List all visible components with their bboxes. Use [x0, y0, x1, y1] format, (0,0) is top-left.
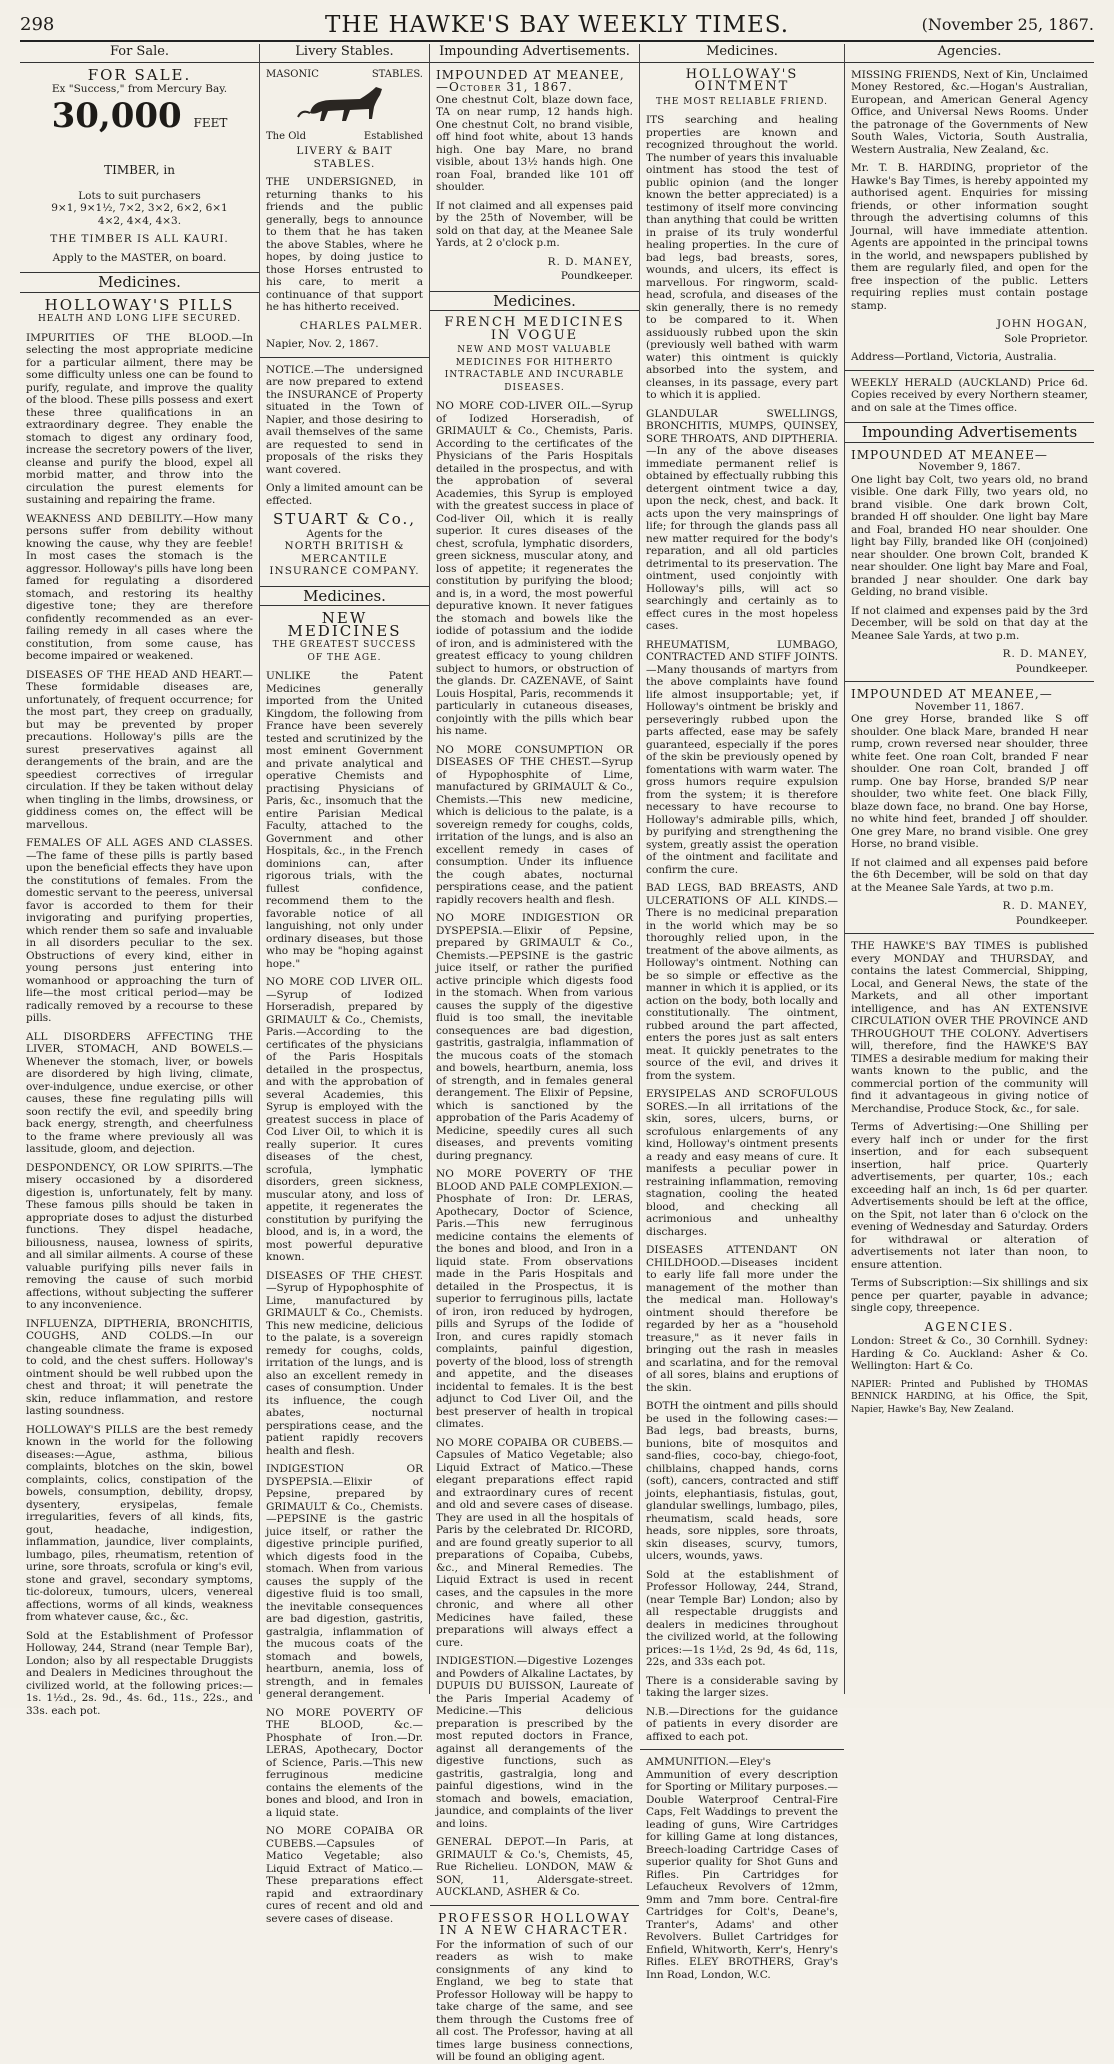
- section-impounding: Impounding Advertisements: [845, 422, 1094, 443]
- article-paragraph: NOTICE.—The undersigned are now prepared to extend the INSURANCE of Property situated in the Town of Napier, and those desiring to avail themselves of the same are requested to send in proposals of the risks they want covered.: [266, 363, 423, 476]
- column-heading: Impounding Advertisements.: [430, 44, 639, 63]
- timber-quantity: [26, 96, 253, 190]
- article-paragraph: INDIGESTION.—Digestive Lozenges and Powders of Alkaline Lactates, by DUPUIS DU BUISSON, Laureate of the Paris Imperial Academy of Medicine.—This delicious preparation is prescribed by the most reputed doctors in France, against all derangements of the digestive functions, such as gastritis, gastralgia, long and painful digestions, wind in the stomach and bowels, emaciation, jaundice, and complaints of the liver and loins.: [436, 1655, 633, 1830]
- article-paragraph: UNLIKE the Patent Medicines generally imported from the United Kingdom, the following from France have been severely tested and scrutinized by the most eminent Government and private analytical and operative Chemists and practising Physicians of Paris, &c., insomuch that the entire Parisian Medical Faculty, attached to the Government and other Hospitals, &c., in the French dominions can, after rigorous trials, with the fullest confidence, recommend them to the favorable notice of all languishing, not only under ordinary diseases, but those who may be "hoping against hope.": [266, 670, 423, 970]
- article-paragraph: Sold at the establishment of Professor Holloway, 244, Strand, (near Temple Bar) London; also by all respectable druggists and dealers in medicines throughout the civilized world, at the following prices:—1s 1½d, 2s 9d, 4s 6d, 11s, 22s, and 33s each pot.: [646, 1568, 838, 1668]
- divider: [845, 933, 1094, 934]
- article-paragraph: There is a considerable saving by taking the larger sizes.: [646, 1674, 838, 1699]
- article-paragraph: INDIGESTION OR DYSPEPSIA.—Elixir of Pepsine, prepared by GRIMAULT & Co., Chemists.—PEPSINE is the gastric juice itself, or rather the digestive principle purified, which digests food in the stomach. When from various causes the supply of the digestive fluid is too small, the inevitable consequences are bad digestion, gastritis, gastralgia, inflammation of the mucous coats of the stomach and bowels, heartburn, anemia, loss of strength, and in females general derangement.: [266, 1463, 423, 1700]
- impound-body: One chestnut Colt, blaze down face, TA on near rump, 12 hands high. One chestnut Colt, no brand visible, off hind foot white, about 13 hands high. One bay Mare, no brand visible, about 13½ hands high. One roan Foal, branded like 101 off shoulder.: [436, 93, 633, 193]
- apply-note: Apply to the MASTER, on board.: [52, 251, 227, 264]
- impound-body: One light bay Colt, two years old, no brand visible. One dark Filly, two years old, no brand visible. One dark brown Colt, branded H off shoulder. One light bay Mare and Foal, branded HO near shoulder. One light bay Filly, branded like OH (conjoined) near shoulder. One brown Colt, branded K near shoulder. One light bay Mare and Foal, branded J near shoulder. One dark bay Gelding, no brand visible.: [851, 473, 1088, 598]
- article-paragraph: RHEUMATISM, LUMBAGO, CONTRACTED AND STIFF JOINTS.—Many thousands of martyrs from the above complaints have found life almost insupportable; yet, if Holloway's ointment be briskly and perseveringly rubbed upon the parts affected, ease may be safely guaranteed, especially if the pores of the skin be previously opened by fomentations with warm water. The gross humors require expulsion from the system; it is therefore necessary to have recourse to Holloway's admirable pills, which, by purifying and strengthening the system, greatly assist the operation of the ointment and facilitate and confirm the cure.: [646, 638, 838, 876]
- section-medicines: Medicines.: [430, 291, 639, 312]
- article-paragraph: N.B.—Directions for the guidance of patients in every disorder are affixed to each pot.: [646, 1705, 838, 1743]
- article-paragraph: DESPONDENCY, OR LOW SPIRITS.—The misery occasioned by a disordered digestion is, unfortunately, felt by many. These famous pills should be taken in appropriate doses to adjust the disturbed functions. They dispel headache, biliousness, nausea, lowness of spirits, and all similar ailments. A course of these valuable purifying pills never fails in removing the cause of such morbid affections, without subjecting the sufferer to any inconvenience.: [26, 1161, 253, 1311]
- holloway-pills-subtitle: HEALTH AND LONG LIFE SECURED.: [37, 314, 242, 324]
- impound-title: IMPOUNDED AT MEANEE,—: [851, 687, 1053, 701]
- article-paragraph: NO MORE CONSUMPTION OR DISEASES OF THE CHEST.—Syrup of Hypophosphite of Lime, manufactured by GRIMAULT & Co., Chemists.—This new medicine, which is delicious to the palate, is a sovereign remedy for coughs, colds, irritation of the lungs, and is also an excellent remedy in cases of consumption. Under its influence the cough abates, nocturnal perspirations cease, and the patient rapidly recovers health and flesh.: [436, 743, 633, 906]
- column-heading: Agencies.: [845, 44, 1094, 63]
- article-paragraph: ERYSIPELAS AND SCROFULOUS SORES.—In all irritations of the skin, sores, ulcers, burns, or scrofulous enlargements of any kind, Holloway's ointment presents a ready and easy means of cure. It manifests a peculiar power in restraining inflammation, removing stagnation, cooling the heated blood, and checking all acrimonious and unhealthy discharges.: [646, 1088, 838, 1238]
- signature-role: Poundkeeper.: [1015, 914, 1088, 927]
- horse-icon: [290, 83, 400, 125]
- french-medicines-subtitle: NEW AND MOST VALUABLE MEDICINES FOR HITHERTO INTRACTABLE AND INCURABLE DISEASES.: [444, 345, 625, 393]
- article-paragraph: GLANDULAR SWELLINGS, BRONCHITIS, MUMPS, QUINSEY, SORE THROATS, AND DIPTHERIA.—In any of the above diseases immediate permanent relief is obtained by effectually rubbing this detergent ointment twice a day, upon the neck, chest, and back. It acts upon the very mainsprings of life; for through the glands pass all new matter required for the body's reparation, and all old particles detrimental to its preservation. The ointment, used conjointly with Holloway's pills, will act so searchingly and certainly as to effect cures in the most hopeless cases.: [646, 407, 838, 632]
- article-paragraph: NO MORE COD-LIVER OIL.—Syrup of Iodized Horseradish, of GRIMAULT & Co., Chemists, Paris. According to the certificates of the Physicians of the Paris Hospitals detailed in the prospectus, and with the approbation of several Academies, this Syrup is employed with the greatest success in place of Cod-liver Oil, which it is really superior. It cures diseases of the chest, scrofula, lymphatic disorders, green sickness, muscular atony, and loss of appetite; it regenerates the constitution by purifying the blood; and is, in a word, the most powerful depurative known. It never fatigues the stomach and bowels like the iodide of potassium and the iodide of iron, and is administered with the greatest efficacy to young children subject to humors, or obstruction of the glands. Dr. CAZENAVE, of Saint Louis Hospital, Paris, recommends it particularly in cutaneous diseases, conjointly with the pills which bear his name.: [436, 400, 633, 737]
- column-heading: Medicines.: [640, 44, 844, 63]
- article-paragraph: HOLLOWAY'S PILLS are the best remedy known in the world for the following diseases:—Ague, asthma, bilious complaints, blotches on the skin, bowel complaints, colics, constipation of the bowels, consumption, debility, dropsy, dysentery, erysipelas, female irregularities, fevers of all kinds, fits, gout, headache, indigestion, inflammation, jaundice, liver complaints, lumbago, piles, rheumatism, retention of urine, sore throats, scrofula or king's evil, stone and gravel, secondary symptoms, tic-doloreux, tumours, ulcers, venereal affections, worms of all kinds, weakness from whatever cause, &c., &c.: [26, 1423, 253, 1623]
- horse-illustration: [266, 83, 423, 129]
- impound-notice: If not claimed and all expenses paid by the 25th of November, will be sold on that day, at the Meanee Sale Yards, at 2 o'clock p.m.: [436, 199, 633, 249]
- newspaper-title: THE HAWKE'S BAY WEEKLY TIMES.: [324, 12, 790, 38]
- divider: [845, 681, 1094, 682]
- french-medicines-title: FRENCH MEDICINES IN VOGUE: [444, 315, 625, 343]
- timber-sizes-1: 9×1, 9×1½, 7×2, 3×2, 6×2, 6×1: [51, 202, 228, 214]
- article-paragraph: NO MORE POVERTY OF THE BLOOD AND PALE COMPLEXION.—Phosphate of Iron: Dr. LERAS, Apothecary, Doctor of Science, Paris.—This new ferruginous medicine contains the elements of the bones and blood, and Iron in a liquid state. From observations made in the Paris Hospitals and detailed in the Prospectus, it is superior to ferruginous pills, lactate of iron, iron reduced by hydrogen, pills and Syrups of the Iodide of Iron, and cures rapidly stomach complaints, painful digestion, poverty of the blood, loss of strength and appetite, and the diseases incidental to females. It is the best adjunct to Cod Liver Oil, and the best preserver of health in tropical climates.: [436, 1168, 633, 1430]
- article-paragraph: DISEASES OF THE CHEST.—Syrup of Hypophosphite of Lime, manufactured by GRIMAULT & Co., Chemists. This new medicine, delicious to the palate, is a sovereign remedy for coughs, colds, irritation of the lungs, and is also an excellent remedy in cases of consumption. Under its influence, the cough abates, nocturnal perspirations cease, and the patient rapidly recovers health and flesh.: [266, 1269, 423, 1457]
- timber-number: 30,000: [51, 95, 182, 136]
- timber-unit: FEET TIMBER, in: [104, 115, 228, 177]
- agencies-title: AGENCIES.: [924, 1319, 1015, 1334]
- established-label: Established: [363, 130, 423, 142]
- divider: [260, 357, 429, 358]
- impound-notice: If not claimed and expenses paid by the 3rd December, will be sold on that day at the Meanee Sale Yards, at two p.m.: [851, 604, 1088, 642]
- column-for-sale: [20, 44, 260, 1717]
- stables-subheader: [266, 131, 423, 144]
- article-paragraph: ALL DISORDERS AFFECTING THE LIVER, STOMACH, AND BOWELS.—Whenever the stomach, liver, or bowels are disordered by high living, climate, over-indulgence, undue exercise, or other causes, these fine regulating pills will soon rectify the evil, and speedily bring back energy, strength, and cheerfulness to the frame where previously all was lassitude, gloom, and dejection.: [26, 1030, 253, 1155]
- article-paragraph: THE HAWKE'S BAY TIMES is published every MONDAY and THURSDAY, and contains the latest Commercial, Shipping, Local, and General News, the state of the Markets, and all other important intelligence, and has AN EXTENSIVE CIRCULATION OVER THE PROVINCE AND THROUGHOUT THE COLONY. Advertisers will, therefore, find the HAWKE'S BAY TIMES a desirable medium for making their wants known to the public, and the commercial portion of the community will find it advantageous in giving notice of Merchandise, Produce Stock, &c., for sale.: [851, 940, 1088, 1115]
- article-paragraph: IMPURITIES OF THE BLOOD.—In selecting the most appropriate medicine for a particular ailment, there may be some difficulty unless one can be found to purify, regulate, and improve the quality of the blood. These pills possess and exert these three qualifications in an extraordinary degree. They enable the stomach to digest any ordinary food, increase the secretory powers of the liver, cleanse and purify the blood, expel all morbid matter, and throw into the circulation the purest elements for sustaining and repairing the frame.: [26, 331, 253, 506]
- kauri-note: THE TIMBER IS ALL KAURI.: [50, 233, 229, 245]
- article-paragraph: Mr. T. B. HARDING, proprietor of the Hawke's Bay Times, is hereby appointed my authorised agent. Enquiries for missing friends, or other information sought through the advertising columns of this Journal, will have immediate attention. Agents are appointed in the principal towns in the world, and newspapers published by them are regularly filed, and open for the free inspection of the public. Letters requiring replies must contain postage stamp.: [851, 162, 1088, 312]
- signature-role: Sole Proprietor.: [1004, 332, 1088, 345]
- masonic-label: MASONIC: [266, 68, 319, 80]
- column-heading: Livery Stables.: [260, 44, 429, 63]
- ad-title: FOR SALE.: [87, 65, 192, 84]
- article-paragraph: THE UNDERSIGNED, in returning thanks to his friends and the public generally, begs to announce to them that he has taken the above Stables, where he hopes, by doing justice to those Horses entrusted to his care, to merit a continuance of that support he has hitherto received.: [266, 176, 423, 313]
- article-paragraph: NO MORE INDIGESTION OR DYSPEPSIA.—Elixir of Pepsine, prepared by GRIMAULT & Co., Chemists.—PEPSINE is the gastric juice itself, or rather the purified active principle which digests food in the stomach. When from various causes the supply of the digestive fluid is too small, the inevitable consequences are bad digestion, gastritis, gastralgia, inflammation of the mucous coats of the stomach and bowels, heartburn, anemia, loss of strength, and in females general derangement. The Elixir of Pepsine, which is sanctioned by the approbation of the Paris Academy of Medicine, speedily cures all such diseases, and prevents vomiting during pregnancy.: [436, 912, 633, 1162]
- signature-role: Poundkeeper.: [560, 270, 633, 282]
- article-paragraph: NO MORE COPAIBA OR CUBEBS.—Capsules of Matico Vegetable; also Liquid Extract of Matico.—These elegant preparations effect rapid and extraordinary cures of recent and old and severe cases of disease. They are used in all the hospitals of Paris by the celebrated Dr. RICORD, and are found greatly superior to all preparations of Copaiba, Cubebs, &c., and Mineral Remedies. The Liquid Extract is used in recent cases, and the capsules in the more chronic, and where all other Medicines have failed, these preparations will always effect a cure.: [436, 1436, 633, 1649]
- impound-title: IMPOUNDED AT MEANEE,—October 31, 1867.: [436, 67, 625, 94]
- stables-header: [266, 69, 423, 82]
- article-paragraph: London: Street & Co., 30 Cornhill. Sydney: Harding & Co. Auckland: Asher & Co. Wellington: Hart & Co.: [851, 1335, 1088, 1372]
- signature-role: Poundkeeper.: [1015, 662, 1088, 675]
- article-paragraph: WEEKLY HERALD (AUCKLAND) Price 6d. Copies received by every Northern steamer, and on sale at the Times office.: [851, 376, 1088, 414]
- impound-notice: If not claimed and all expenses paid before the 6th December, will be sold on that day at the Meanee Sale Yards, at two p.m.: [851, 856, 1088, 894]
- impound-date: November 11, 1867.: [915, 700, 1024, 713]
- column-agencies: [845, 44, 1094, 1694]
- ammunition-ad: AMMUNITION.—Eley's Ammunition of every description for Sporting or Military purposes.—Double Waterproof Central-Fire Caps, Felt Waddings to prevent the leading of guns, Wire Cartridges for killing Game at long distances, Breech-loading Cartridge Cases of superior quality for Shot Guns and Rifles. Pin Cartridges for Lefaucheux Revolvers of 12mm, 9mm and 7mm bore. Central-fire Cartridges for Colt's, Deane's, Tranter's, Adams' and other Revolvers. Bullet Cartridges for Enfield, Whitworth, Kerr's, Henry's Rifles. ELEY BROTHERS, Gray's Inn Road, London, W.C.: [646, 1756, 838, 1981]
- article-paragraph: Only a limited amount can be effected.: [266, 482, 423, 507]
- article-paragraph: INFLUENZA, DIPTHERIA, BRONCHITIS, COUGHS, AND COLDS.—In our changeable climate the frame is exposed to cold, and the chest suffers. Holloway's ointment should be well rubbed upon the chest and throat; it will penetrate the skin, reduce inflammation, and restore lasting soundness.: [26, 1317, 253, 1417]
- masthead: [20, 10, 1094, 42]
- signature: CHARLES PALMER.: [299, 319, 423, 332]
- columns: [20, 44, 1094, 2063]
- lots-text: Lots to suit purchasers: [78, 189, 201, 202]
- divider: [640, 1749, 844, 1750]
- article-paragraph: WEAKNESS AND DEBILITY.—How many persons suffer from debility without knowing the cause, why they are feeble! In most cases the stomach is the aggressor. Holloway's pills have long been famed for regulating a disordered stomach, and restoring its healthy digestive tone; they are therefore confidently recommended as an ever-failing remedy in all cases where the constitution, from some cause, has become impaired or weakened.: [26, 512, 253, 662]
- livery-title: LIVERY & BAIT STABLES.: [296, 145, 393, 170]
- article-paragraph: DISEASES ATTENDANT ON CHILDHOOD.—Diseases incident to early life fall more under the management of the mother than the medical man. Holloway's ointment should therefore be regarded by her as a "household treasure," as it never fails in bringing out the rash in measles and scarlatina, and for the removal of all sores, blains and eruptions of the skin.: [646, 1244, 838, 1394]
- article-paragraph: MISSING FRIENDS, Next of Kin, Unclaimed Money Restored, &c.—Hogan's Australian, European, and American General Agency Office, and Universal News Rooms. Under the patronage of the Governments of New South Wales, Victoria, South Australia, Western Australia, New Zealand, &c.: [851, 68, 1088, 156]
- article-paragraph: Terms of Advertising:—One Shilling per every half inch or under for the first insertion, and for each subsequent insertion, half price. Quarterly advertisements, per quarter, 10s.; each exceeding half an inch, 1s 6d per quarter. Advertisements should be left at the office, on the Spit, not later than 6 o'clock on the evening of Wednesday and Saturday. Orders for withdrawal or alteration of advertisements not later than noon, to ensure attention.: [851, 1121, 1088, 1271]
- signature: R. D. MANEY,: [1002, 648, 1088, 660]
- old-label: The Old: [266, 130, 307, 142]
- article-paragraph: GENERAL DEPOT.—In Paris, at GRIMAULT & Co.'s, Chemists, 45, Rue Richelieu. LONDON, MAW & SON, 11, Aldersgate-street. AUCKLAND, ASHER & Co.: [436, 1836, 633, 1898]
- column-heading: For Sale.: [20, 44, 259, 63]
- article-paragraph: Sold at the Establishment of Professor Holloway, 244, Strand (near Temple Bar), London; also by all respectable Druggists and Dealers in Medicines throughout the civilized world, at the following prices:—1s. 1½d., 2s. 9d., 4s. 6d., 11s., 22s., and 33s. each pot.: [26, 1629, 253, 1717]
- article-paragraph: For the information of such of our readers as wish to make consignments of any kind to England, we beg to state that Professor Holloway will be happy to take charge of the same, and see them through the Customs free of all cost. The Professor, having at all times large business connections, will be found an obliging agent.: [436, 1938, 633, 2063]
- column-impounding: [430, 44, 640, 2063]
- column-medicines: [640, 44, 845, 1981]
- section-medicines: Medicines.: [20, 272, 259, 293]
- divider: [430, 1905, 639, 1906]
- page-number: 298: [20, 14, 55, 35]
- holloway-pills-title: HOLLOWAY'S PILLS: [44, 295, 235, 314]
- impound-body: One grey Horse, branded like S off shoulder. One black Mare, branded H near rump, crown reversed near shoulder, three white feet. One roan Colt, branded F near shoulder. One roan Colt, branded J off rump. One bay Horse, branded S/P near shoulder, two white feet. One black Filly, blaze down face, no brand. One bay Horse, no white hind feet, branded J off shoulder. One grey Mare, no brand visible. One grey Horse, no brand visible.: [851, 713, 1088, 850]
- timber-sizes-2: 4×2, 4×4, 4×3.: [97, 214, 182, 227]
- article-paragraph: DISEASES OF THE HEAD AND HEART.—These formidable diseases are, unfortunately, of frequent occurrence; for the most part, they creep on gradually, but may be prevented by proper precautions. Holloway's pills are the surest preservatives against all derangements of the brain, and are the speediest correctives of irregular circulation. If they be taken without delay when tingling in the limbs, drowsiness, or giddiness comes on, the effect will be marvellous.: [26, 668, 253, 831]
- signature: JOHN HOGAN,: [996, 318, 1088, 330]
- impound-date: November 9, 1867.: [918, 461, 1021, 473]
- article-paragraph: NO MORE POVERTY OF THE BLOOD, &c.—Phosphate of Iron.—Dr. LERAS, Apothecary, Doctor of Science, Paris.—This new ferruginous medicine contains the elements of the bones and blood, and Iron in a liquid state.: [266, 1706, 423, 1819]
- column-livery-stables: [260, 44, 430, 1925]
- ad-subtitle: Ex "Success," from Mercury Bay.: [51, 83, 228, 95]
- article-paragraph: Terms of Subscription:—Six shillings and six pence per quarter, payable in advance; single copy, threepence.: [851, 1277, 1088, 1314]
- signature: R. D. MANEY,: [1002, 900, 1088, 912]
- article-paragraph: BAD LEGS, BAD BREASTS, AND ULCERATIONS OF ALL KINDS.—There is no medicinal preparation in the world which may be so thoroughly relied upon, in the treatment of the above ailments, as Holloway's ointment. Nothing can be so simple or effective as the manner in which it is applied, or its action on the body, both locally and constitutionally. The ointment, rubbed around the part affected, enters the pores just as salt enters meat. It quickly penetrates to the source of the evil, and drives it from the system.: [646, 882, 838, 1082]
- article-paragraph: FEMALES OF ALL AGES AND CLASSES.—The fame of these pills is partly based upon the beneficial effects they have upon the constitutions of females. From the domestic servant to the peeress, universal favor is accorded to them for their invigorating and purifying properties, which render them so safe and invaluable in all disorders peculiar to the sex. Obstructions of every kind, either in young persons just entering into womanhood or approaching the turn of life—the most critical period—may be radically removed by a recourse to these pills.: [26, 837, 253, 1024]
- ointment-subtitle: THE MOST RELIABLE FRIEND.: [655, 96, 829, 107]
- stuart-name: STUART & Co.,: [273, 510, 416, 528]
- article-paragraph: NO MORE COD LIVER OIL.—Syrup of Iodized Horseradish, prepared by GRIMAULT & Co., Chemists, Paris.—According to the certificates of the physicians of the Paris Hospitals detailed in the prospectus, and with the approbation of several Academies, this Syrup is employed with the greatest success in place of Cod Liver Oil, to which it is really superior. It cures diseases of the chest, scrofula, lymphatic disorders, green sickness, muscular atony, and loss of appetite, it regenerates the constitution by purifying the blood, and is, in a word, the most powerful depurative known.: [266, 976, 423, 1263]
- signature: R. D. MANEY,: [547, 255, 633, 268]
- imprint-footer: NAPIER: Printed and Published by THOMAS BENNICK HARDING, at his Office, the Spit, Napier, Hawke's Bay, New Zealand.: [851, 1379, 1088, 1415]
- ointment-title: HOLLOWAY'S OINTMENT: [685, 66, 799, 94]
- professor-title: PROFESSOR HOLLOWAY IN A NEW CHARACTER.: [438, 1910, 631, 1937]
- hogan-address: Address—Portland, Victoria, Australia.: [851, 351, 1057, 363]
- issue-date: (November 25, 1867.: [921, 15, 1094, 34]
- article-paragraph: BOTH the ointment and pills should be used in the following cases:—Bad legs, bad breasts, burns, bunions, bite of mosquitos and sand-flies, coco-bay, chiego-foot, chilblains, chapped hands, corns (soft), cancers, contracted and stiff joints, elephantiasis, fistulas, gout, glandular swellings, lumbago, piles, rheumatism, scald heads, sore heads, sore nipples, sore throats, skin diseases, scurvy, tumors, ulcers, wounds, yaws.: [646, 1400, 838, 1562]
- impound-title: IMPOUNDED AT MEANEE—: [851, 447, 1048, 462]
- new-medicines-subtitle: THE GREATEST SUCCESS OF THE AGE.: [272, 640, 417, 663]
- stables-label: STABLES.: [371, 68, 423, 80]
- article-paragraph: NO MORE COPAIBA OR CUBEBS.—Capsules of Matico Vegetable; also Liquid Extract of Matico.—These preparations effect rapid and extraordinary cures of recent and old and severe cases of disease.: [266, 1825, 423, 1925]
- new-medicines-title: NEW MEDICINES: [287, 609, 402, 640]
- divider: [845, 370, 1094, 371]
- company-name: NORTH BRITISH & MERCANTILE INSURANCE COMPANY.: [269, 540, 420, 577]
- section-medicines: Medicines.: [260, 586, 429, 607]
- article-paragraph: ITS searching and healing properties are known and recognized throughout the world. The number of years this invaluable ointment has stood the test of public opinion (and the longer known the better appreciated) is a testimony of itself more convincing than anything that could be written in praise of its truly wonderful healing properties. In the cure of bad legs, bad breasts, sores, wounds, and ulcers, its effect is marvellous. For ringworm, scald-head, scrofula, and diseases of the skin generally, there is no remedy to be compared to it. When assiduously rubbed upon the skin (previously well bathed with warm water) this ointment is quickly absorbed into the system, and cleanses, in its passage, every part to which it is applied.: [646, 114, 838, 401]
- agents-label: Agents for the: [306, 527, 383, 540]
- place-date: Napier, Nov. 2, 1867.: [266, 338, 379, 350]
